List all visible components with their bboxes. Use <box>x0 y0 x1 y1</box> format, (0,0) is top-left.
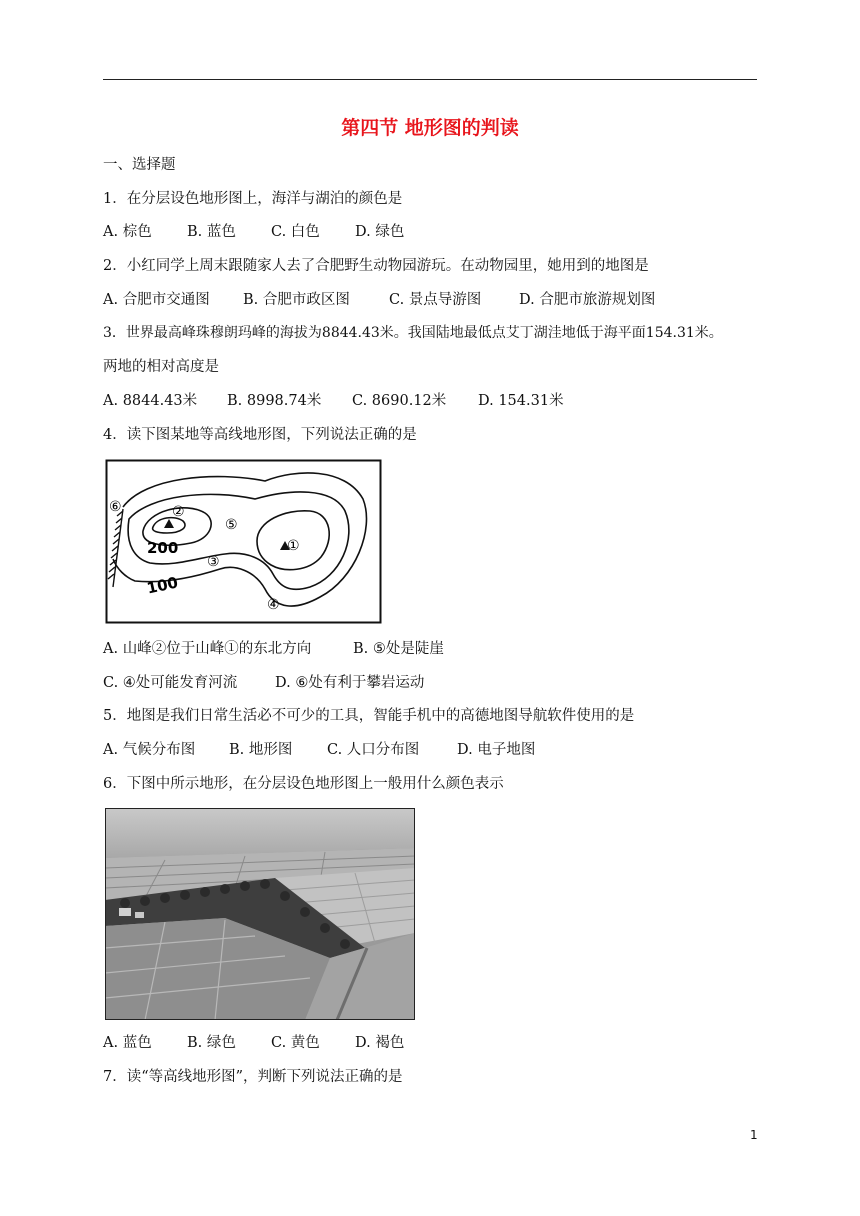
option-d: D. 合肥市旅游规划图 <box>519 292 656 308</box>
contour-label-100: 100 <box>145 573 180 598</box>
question-5-options <box>103 740 535 760</box>
question-5-stem: 5．地图是我们日常生活必不可少的工具，智能手机中的高德地图导航软件使用的是 <box>103 708 635 724</box>
question-1-stem: 1．在分层设色地形图上，海洋与湖泊的颜色是 <box>103 191 403 207</box>
option-a: A. 山峰②位于山峰①的东北方向 <box>103 641 312 657</box>
page-number: 1 <box>750 1128 758 1142</box>
question-4-options-row-2 <box>103 673 424 693</box>
question-2-options <box>103 290 655 310</box>
option-c: C. 人口分布图 <box>327 742 420 758</box>
option-d: D. 电子地图 <box>457 742 536 758</box>
map-label-2: ② <box>172 504 185 520</box>
plain-farmland-photo <box>105 808 415 1020</box>
question-6-stem: 6．下图中所示地形，在分层设色地形图上一般用什么颜色表示 <box>103 776 504 792</box>
question-4-options-row-1 <box>103 639 444 659</box>
header-rule <box>103 79 757 80</box>
option-b: B. 8998.74米 <box>227 393 322 409</box>
option-b: B. 地形图 <box>229 742 293 758</box>
option-b: B. 合肥市政区图 <box>243 292 350 308</box>
option-d: D. 绿色 <box>355 224 405 240</box>
question-3-stem-line-1: 3．世界最高峰珠穆朗玛峰的海拔为8844.43米。我国陆地最低点艾丁湖洼地低于海平面154.31米。 <box>103 325 723 341</box>
map-label-3: ③ <box>207 554 220 570</box>
map-label-6: ⑥ <box>109 499 122 515</box>
option-c: C. 白色 <box>271 224 320 240</box>
question-7-stem: 7．读“等高线地形图”，判断下列说法正确的是 <box>103 1069 403 1085</box>
option-d: D. 154.31米 <box>478 393 564 409</box>
option-a: A. 蓝色 <box>103 1035 152 1051</box>
option-c: C. 8690.12米 <box>352 393 447 409</box>
option-a: A. 气候分布图 <box>103 742 196 758</box>
option-a: A. 棕色 <box>103 224 152 240</box>
map-label-5: ⑤ <box>225 517 238 533</box>
option-b: B. ⑤处是陡崖 <box>353 641 444 657</box>
question-6-options <box>103 1033 404 1053</box>
map-label-1: ① <box>287 538 300 554</box>
map-label-4: ④ <box>267 597 280 613</box>
page-title: 第四节 地形图的判读 <box>341 117 519 139</box>
option-b: B. 绿色 <box>187 1035 236 1051</box>
question-4-stem: 4．读下图某地等高线地形图，下列说法正确的是 <box>103 427 417 443</box>
option-b: B. 蓝色 <box>187 224 236 240</box>
option-a: A. 8844.43米 <box>103 393 198 409</box>
contour-map-figure <box>105 459 383 625</box>
question-2-stem: 2．小红同学上周末跟随家人去了合肥野生动物园游玩。在动物园里，她用到的地图是 <box>103 258 649 274</box>
question-1-options <box>103 222 404 242</box>
option-d: D. ⑥处有利于攀岩运动 <box>275 675 425 691</box>
question-3-stem-line-2: 两地的相对高度是 <box>103 359 219 375</box>
question-3-options <box>103 391 564 411</box>
option-c: C. ④处可能发育河流 <box>103 675 238 691</box>
contour-label-200: 200 <box>147 539 179 557</box>
section-heading: 一、选择题 <box>103 157 176 173</box>
option-c: C. 景点导游图 <box>389 292 482 308</box>
option-c: C. 黄色 <box>271 1035 320 1051</box>
option-a: A. 合肥市交通图 <box>103 292 210 308</box>
option-d: D. 褐色 <box>355 1035 405 1051</box>
